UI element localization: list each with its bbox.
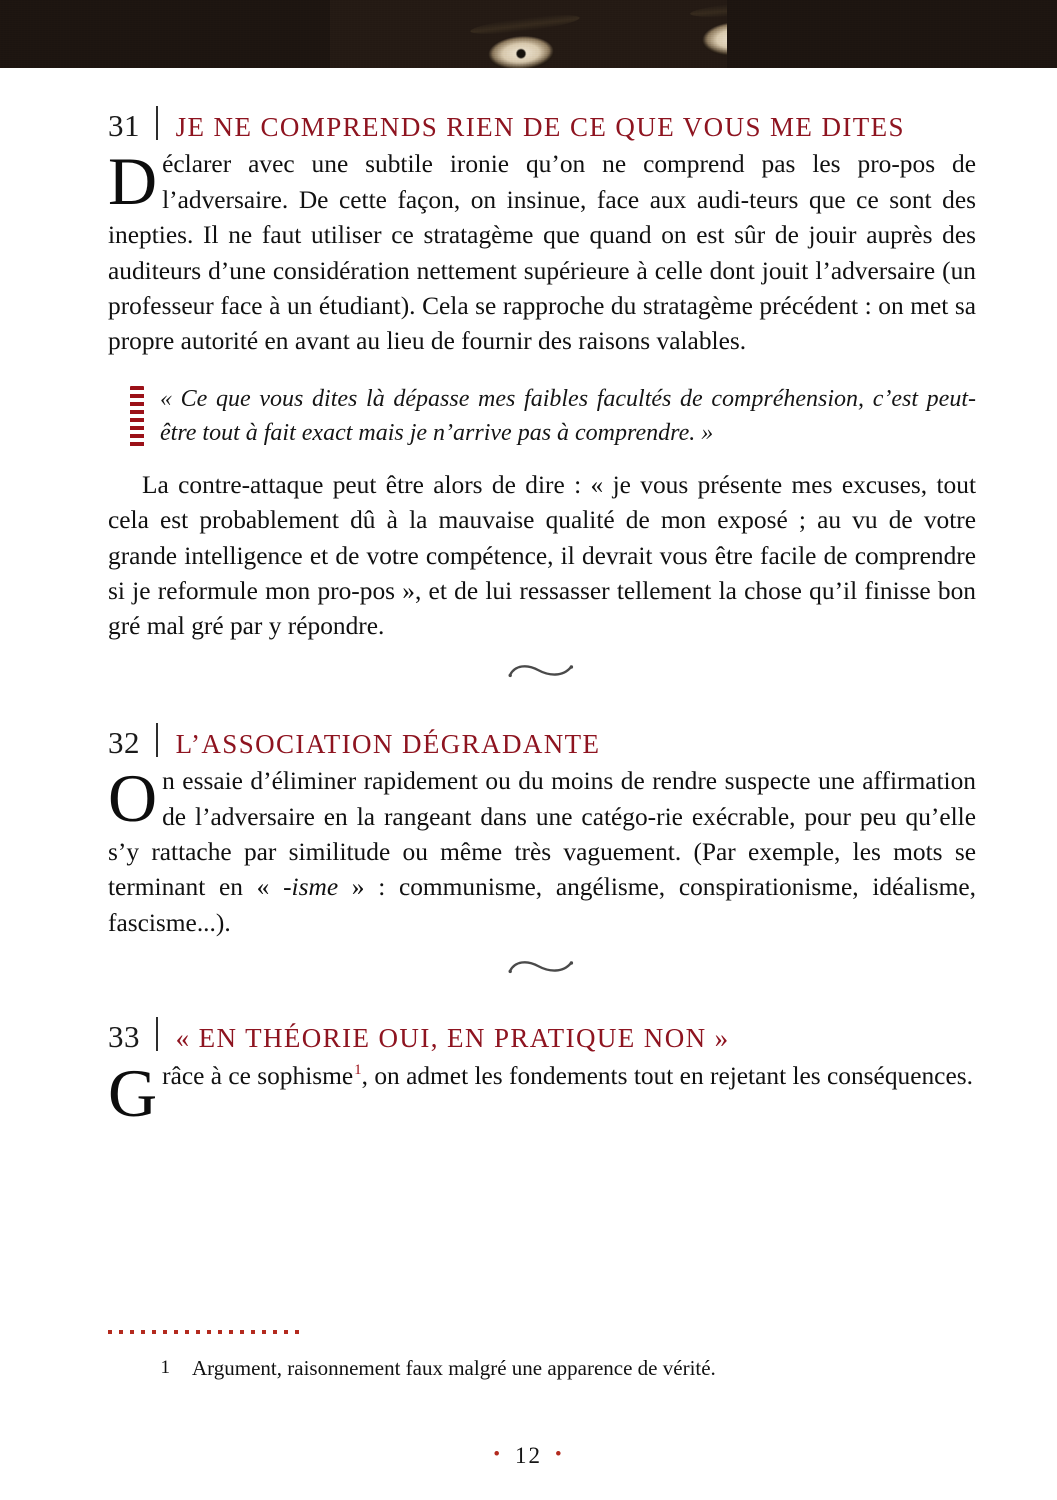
section-heading-31: [108, 102, 976, 141]
paragraph-31-text: éclarer avec une subtile ironie qu’on ne comprend pas les pro-pos de l’adversaire. De cette façon, on insinue, face aux audi-teurs que ce sont des inepties. Il ne faut utiliser ce stratagème que quand on est sûr de jouir auprès des auditeurs d’une considération nettement supérieure à celle dont jouit l’adversaire (un professeur face à un étudiant). Cela se rapproche du stratagème précédent : on met sa propre autorité en avant au lieu de fournir des raisons valables.: [108, 150, 976, 356]
paragraph-33-main: [108, 1054, 976, 1131]
section-title-31: JE NE COMPRENDS RIEN DE CE QUE VOUS ME DITES: [175, 112, 905, 142]
section-number-31: 31: [108, 108, 140, 143]
header-image-band: [0, 0, 1057, 68]
quote-stripe-bar: [130, 386, 144, 450]
section-rule-32: [156, 723, 158, 757]
footnote-item-1: [108, 1354, 976, 1382]
footnote-reference-1[interactable]: 1: [354, 1062, 362, 1079]
dropcap-32: O: [108, 760, 158, 837]
page-folio: [0, 1443, 1057, 1469]
section-rule-31: [156, 106, 158, 140]
dropcap-33: G: [108, 1054, 158, 1131]
paragraph-31-counter: La contre-attaque peut être alors de dire : « je vous présente mes excuses, tout cela est probablement dû à la mauvaise qualité de mon exposé ; au vu de votre grande intelligence et de votre compétence, il devrait vous être facile de comprendre si je reformule mon pro-pos », et de lui ressasser tellement la chose qu’il finisse bon gré mal gré par y répondre.: [108, 470, 976, 641]
paragraph-31-main: [108, 143, 976, 359]
quote-text-31: « Ce que vous dites là dépasse mes faibles facultés de compréhension, c’est peut-être tout à fait exact mais je n’arrive pas à comprendre. »: [160, 385, 976, 446]
page-body: [0, 68, 1057, 1500]
section-title-33: « EN THÉORIE OUI, EN PRATIQUE NON »: [175, 1023, 730, 1054]
dropcap-31: D: [108, 143, 158, 220]
folio-dot-right: •: [555, 1444, 564, 1465]
folio-number: 12: [515, 1443, 542, 1468]
section-title-32: L’ASSOCIATION DÉGRADANTE: [175, 728, 601, 759]
engraving-grain-texture: [0, 0, 1057, 68]
section-heading-33: [108, 1013, 976, 1055]
section-number-33: 33: [108, 1019, 140, 1055]
footnote-zone: [108, 1330, 976, 1382]
footnote-text-1: Argument, raisonnement faux malgré une apparence de vérité.: [192, 1356, 716, 1380]
folio-dot-left: •: [493, 1444, 502, 1465]
section-ornament-2: [108, 955, 976, 989]
paragraph-32-text-a: n essaie d’éliminer rapidement ou du moins de rendre suspecte une affirmation de l’adversaire en la rangeant dans une catégo-rie exécrable, pour peu qu’elle s’y rattache par similitude ou même très vaguement. (Par exemple, les mots se terminant en «: [108, 767, 976, 902]
text-column: [108, 102, 976, 1131]
paragraph-33-text-b: , on admet les fondements tout en rejetant les conséquences.: [361, 1061, 973, 1090]
paragraph-32-text-b: » : communisme, angélisme, conspirationisme, idéalisme, fascisme...).: [108, 873, 976, 937]
section-rule-33: [156, 1017, 158, 1051]
paragraph-33-text-a: râce à ce sophisme: [162, 1061, 354, 1090]
footnote-marker-1: 1: [160, 1357, 170, 1378]
paragraph-32-main: [108, 760, 976, 941]
footnote-separator-rule: [108, 1330, 304, 1334]
section-ornament-1: [108, 659, 976, 693]
pull-quote-31: [130, 382, 976, 450]
section-heading-32: [108, 719, 976, 758]
section-number-32: 32: [108, 724, 140, 760]
paragraph-32-italic-isme: -isme: [283, 873, 339, 902]
